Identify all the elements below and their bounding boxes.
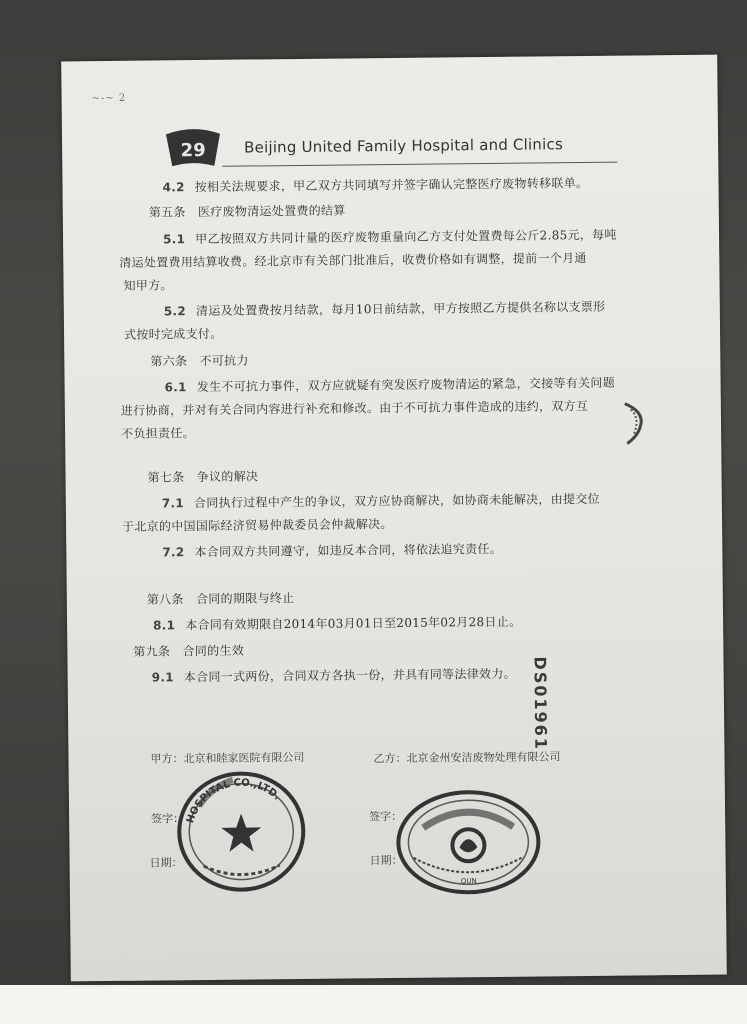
article-7-title: 第七条 争议的解决 xyxy=(147,469,259,485)
clause-9-1: 9.1 本合同一式两份，合同双方各执一份，并具有同等法律效力。 xyxy=(151,666,516,685)
clause-7-2: 7.2 本合同双方共同遵守，如违反本合同，将依法追究责任。 xyxy=(162,541,503,560)
clause-5-1: 5.1 甲乙按照双方共同计量的医疗废物重量向乙方支付处置费每公斤2.85元，每吨 xyxy=(162,227,617,247)
party-b-sign-label: 签字： xyxy=(369,809,403,824)
article-9-title: 第九条 合同的生效 xyxy=(133,643,245,659)
clause-7-1-line-2: 于北京的中国国际经济贸易仲裁委员会仲裁解决。 xyxy=(122,517,393,534)
party-a-date-label: 日期： xyxy=(149,856,183,870)
svg-text:HOSPITAL CO.,LTD.: HOSPITAL CO.,LTD. xyxy=(185,777,283,825)
party-a-sign-label: 签字： xyxy=(151,812,185,826)
clause-5-2: 5.2 清运及处置费按月结款，每月10日前结款，甲方按照乙方提供名称以支票形 xyxy=(163,299,606,319)
party-b-label: 乙方：北京金州安洁废物处理有限公司 xyxy=(373,750,561,766)
article-8-title: 第八条 合同的期限与终止 xyxy=(146,591,295,607)
article-6-title: 第六条 不可抗力 xyxy=(150,353,249,369)
clause-6-1-line-3: 不负担责任。 xyxy=(121,426,195,441)
party-a-company-seal xyxy=(173,765,310,894)
clause-5-1-line-3: 知甲方。 xyxy=(123,278,173,293)
serial-number: DS01961 xyxy=(530,656,551,752)
clause-8-1: 8.1 本合同有效期限自2014年03月01日至2015年02月28日止。 xyxy=(153,614,522,633)
svg-text:29: 29 xyxy=(180,139,206,162)
margin-seal-fragment xyxy=(621,401,647,445)
article-5-title: 第五条 医疗废物清运处置费的结算 xyxy=(148,203,346,220)
party-b-company-seal xyxy=(393,786,544,898)
letterhead xyxy=(162,121,682,166)
party-a-label: 甲方：北京和睦家医院有限公司 xyxy=(150,750,305,766)
clause-4-2: 4.2 按相关法规要求，甲乙双方共同填写并签字确认完整医疗废物转移联单。 xyxy=(162,175,589,195)
clause-6-1-line-2: 进行协商，并对有关合同内容进行补充和修改。由于不可抗力事件造成的违约，双方互 xyxy=(120,398,589,418)
handwritten-mark: ~-~ 2 xyxy=(91,92,127,105)
hospital-logo-icon xyxy=(162,126,224,171)
document-page xyxy=(61,55,727,982)
scanner-bottom-strip xyxy=(0,985,747,1024)
clause-7-1: 7.1 合同执行过程中产生的争议，双方应协商解决，如协商未能解决，由提交位 xyxy=(161,491,600,511)
hospital-name: Beijing United Family Hospital and Clinics xyxy=(244,135,564,157)
clause-5-2-line-2: 式按时完成支付。 xyxy=(123,326,223,342)
clause-6-1: 6.1 发生不可抗力事件，双方应就疑有突发医疗废物清运的紧急，交接等有关问题 xyxy=(164,375,616,395)
clause-5-1-line-2: 清运处置费用结算收费。经北京市有关部门批准后，收费价格如有调整，提前一个月通 xyxy=(119,250,587,270)
svg-text:OUN: OUN xyxy=(460,877,477,886)
party-b-date-label: 日期： xyxy=(369,853,403,868)
